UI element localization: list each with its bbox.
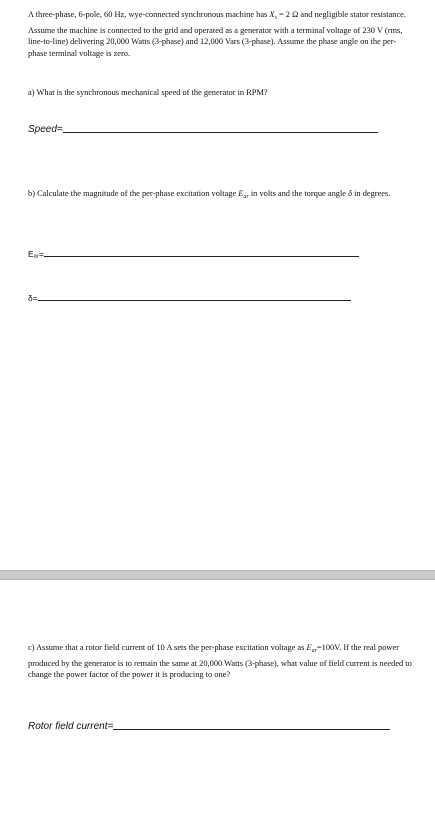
- ear-symbol-c: E: [306, 643, 312, 652]
- xs-value: = 2 Ω: [276, 10, 299, 19]
- rotor-field-current-answer-field[interactable]: [28, 721, 390, 732]
- speed-answer-field[interactable]: [28, 124, 378, 135]
- intro-text-1: A three-phase, 6-pole, 60 Hz, wye-connected synchronous machine has: [28, 10, 270, 19]
- question-b-text-3: in degrees.: [352, 189, 391, 198]
- intro-text-2: and negligible stator resistance. Assume the machine is connected to the grid and operated as a generator with a terminal voltage of 230 V (rms, line-to-line) delivering 20,000 Watts (3-phase) and 12,000 Vars (3-phase). Assume the phase angle on the per-phase terminal voltage is zero.: [28, 10, 406, 58]
- rotor-field-current-label: Rotor field current=: [28, 721, 114, 732]
- question-a-text: a) What is the synchronous mechanical speed of the generator in RPM?: [28, 88, 268, 97]
- document-page-2: [0, 580, 435, 819]
- xs-symbol: X: [269, 10, 275, 19]
- question-c-text-1: c) Assume that a rotor field current of 10 A sets the per-phase excitation voltage as: [28, 643, 307, 652]
- delta-symbol: δ: [348, 189, 352, 198]
- ear-symbol: E: [238, 189, 244, 198]
- question-c-text: [28, 642, 413, 681]
- xs-subscript: s: [274, 15, 277, 21]
- page-separator: [0, 570, 435, 580]
- ear-label: Eₐᵣ=: [28, 249, 44, 259]
- question-b-text-2: in volts and the torque angle: [248, 189, 349, 198]
- ear-answer-field[interactable]: [28, 249, 359, 259]
- delta-answer-line[interactable]: [38, 300, 351, 301]
- ear-subscript-c: ar: [311, 648, 317, 654]
- delta-answer-field[interactable]: [28, 293, 351, 303]
- problem-statement: [28, 9, 413, 59]
- question-c-text-2: If the real power produced by the generator is to remain the same at 20,000 Watts (3-phase), what value of field current is needed to change the power factor of the power it is producing to one?: [28, 643, 412, 679]
- delta-label: δ=: [28, 293, 38, 303]
- speed-label: Speed=: [28, 124, 63, 135]
- ear-subscript: ar: [243, 194, 249, 200]
- question-b-text-1: b) Calculate the magnitude of the per-phase excitation voltage: [28, 189, 239, 198]
- speed-answer-line[interactable]: [63, 132, 378, 133]
- ear-answer-line[interactable]: [44, 256, 359, 257]
- ear-value-c: =100V.: [316, 643, 342, 652]
- rotor-field-current-answer-line[interactable]: [113, 729, 390, 730]
- question-b-text: [28, 188, 413, 204]
